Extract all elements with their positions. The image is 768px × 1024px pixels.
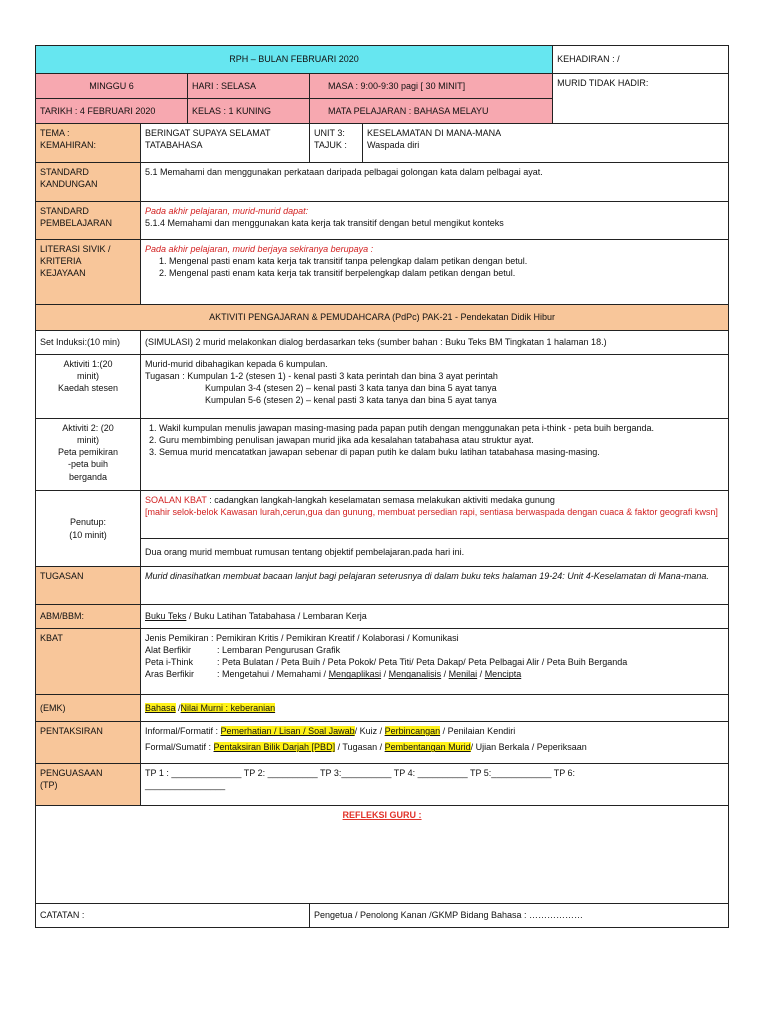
- literasi-label: LITERASI SIVIK / KRITERIA KEJAYAAN: [36, 240, 141, 305]
- hari: HARI : SELASA: [188, 74, 310, 99]
- aktiviti2-value: [141, 419, 729, 491]
- standard-kandungan-value: 5.1 Memahami dan menggunakan perkataan daripada pelbagai golongan kata dalam pelbagai ayat.: [141, 163, 729, 202]
- abm-label: ABM/BBM:: [36, 605, 141, 629]
- unit-label: UNIT 3: TAJUK :: [310, 124, 363, 163]
- penguasaan-value: TP 1 : ______________ TP 2: __________ TP 3:__________ TP 4: __________ TP 5:____________ TP 6: ________________: [141, 764, 729, 806]
- emk-label: (EMK): [36, 695, 141, 722]
- rph-form: [35, 45, 729, 928]
- kriteria-item: 1. Mengenal pasti enam kata kerja tak transitif tanpa pelengkap dalam petikan dengan betul.: [169, 255, 724, 267]
- standard-kandungan-label: STANDARD KANDUNGAN: [36, 163, 141, 202]
- tugasan-value: Murid dinasihatkan membuat bacaan lanjut bagi pelajaran seterusnya di dalam buku teks halaman 19-24: Unit 4-Keselamatan di Mana-mana.: [141, 567, 729, 605]
- tema-label: TEMA : KEMAHIRAN:: [36, 124, 141, 163]
- pengetua-sign: Pengetua / Penolong Kanan /GKMP Bidang Bahasa : ………………: [310, 904, 729, 928]
- aktiviti2-item: 2. Guru membimbing penulisan jawapan murid jika ada kesalahan tatabahasa atau struktur ayat.: [159, 434, 724, 446]
- murid-tidak-hadir: MURID TIDAK HADIR:: [553, 74, 729, 124]
- kbat-value: Jenis Pemikiran : Pemikiran Kritis / Pemikiran Kreatif / Kolaborasi / Komunikasi Alat Berfikir : Lembaran Pengurusan Grafik Peta i-Think : Peta Bulatan / Peta Buih / Peta Pokok/ Peta Titi/ Peta Dakap/ Peta Pelbagai Alir / Peta Buih Berganda Aras Berfikir : Mengetahui / Memahami / Mengaplikasi / Menganalisis / Menilai / Mencipta: [141, 629, 729, 695]
- rph-title: RPH – BULAN FEBRUARI 2020: [36, 46, 553, 74]
- tema-value: BERINGAT SUPAYA SELAMAT TATABAHASA: [141, 124, 310, 163]
- pentaksiran-label: PENTAKSIRAN: [36, 722, 141, 764]
- soalan-kbat: SOALAN KBAT : cadangkan langkah-langkah keselamatan semasa melakukan aktiviti medaka gunung [mahir selok-belok Kawasan lurah,cerun,gua dan gunung, membuat persedian rapi, sentiasa berwaspada dengan cuaca & faktor geografi kwsn]: [141, 491, 729, 539]
- kriteria-item: 2. Mengenal pasti enam kata kerja tak transitif berpelengkap dalam petikan dengan betul.: [169, 267, 724, 279]
- kbat-label: KBAT: [36, 629, 141, 695]
- penguasaan-label: PENGUASAAN (TP): [36, 764, 141, 806]
- masa: MASA : 9:00-9:30 pagi [ 30 MINIT]: [310, 74, 553, 99]
- rumusan: Dua orang murid membuat rumusan tentang objektif pembelajaran.pada hari ini.: [141, 539, 729, 567]
- set-induksi-label: Set Induksi:(10 min): [36, 331, 141, 355]
- tarikh: TARIKH : 4 FEBRUARI 2020: [36, 99, 188, 124]
- unit-value: KESELAMATAN DI MANA-MANA Waspada diri: [363, 124, 729, 163]
- minggu: MINGGU 6: [36, 74, 188, 99]
- refleksi-guru: REFLEKSI GURU :: [36, 806, 729, 904]
- kehadiran: KEHADIRAN : /: [553, 46, 729, 74]
- standard-pembelajaran-value: Pada akhir pelajaran, murid-murid dapat: 5.1.4 Memahami dan menggunakan kata kerja tak transitif dengan betul mengikut konteks: [141, 202, 729, 240]
- penutup-label: Penutup: (10 minit): [36, 491, 141, 567]
- aktiviti-header: AKTIVITI PENGAJARAN & PEMUDAHCARA (PdPc) PAK-21 - Pendekatan Didik Hibur: [36, 305, 729, 331]
- set-induksi-value: (SIMULASI) 2 murid melakonkan dialog berdasarkan teks (sumber bahan : Buku Teks BM Tingkatan 1 halaman 18.): [141, 331, 729, 355]
- literasi-value: Pada akhir pelajaran, murid berjaya sekiranya berupaya : 1. Mengenal pasti enam kata kerja tak transitif tanpa pelengkap dalam petikan dengan betul. 2. Mengenal pasti enam kata kerja tak transitif berpelengkap dalam petikan dengan betul.: [141, 240, 729, 305]
- standard-pembelajaran-label: STANDARD PEMBELAJARAN: [36, 202, 141, 240]
- pentaksiran-value: Informal/Formatif : Pemerhatian / Lisan / Soal Jawab/ Kuiz / Perbincangan / Penilaian Kendiri Formal/Sumatif : Pentaksiran Bilik Darjah [PBD] / Tugasan / Pembentangan Murid/ Ujian Berkala / Peperiksaan: [141, 722, 729, 764]
- kelas: KELAS : 1 KUNING: [188, 99, 310, 124]
- aktiviti1-value: Murid-murid dibahagikan kepada 6 kumpulan. Tugasan : Kumpulan 1-2 (stesen 1) - kenal pasti 3 kata perintah dan bina 3 ayat perintah Kumpulan 3-4 (stesen 2) – kenal pasti 3 kata tanya dan bina 5 ayat tanya Kumpulan 5-6 (stesen 2) – kenal pasti 3 kata tanya dan bina 5 ayat tanya: [141, 355, 729, 419]
- emk-value: Bahasa /Nilai Murni : keberanian: [141, 695, 729, 722]
- aktiviti2-item: 1. Wakil kumpulan menulis jawapan masing-masing pada papan putih dengan menggunakan peta i-think - peta buih berganda.: [159, 422, 724, 434]
- mata-pelajaran: MATA PELAJARAN : BAHASA MELAYU: [310, 99, 553, 124]
- aktiviti2-label: Aktiviti 2: (20 minit) Peta pemikiran -peta buih berganda: [36, 419, 141, 491]
- catatan: CATATAN :: [36, 904, 310, 928]
- tugasan-label: TUGASAN: [36, 567, 141, 605]
- aktiviti1-label: Aktiviti 1:(20 minit) Kaedah stesen: [36, 355, 141, 419]
- abm-value: Buku Teks / Buku Latihan Tatabahasa / Lembaran Kerja: [141, 605, 729, 629]
- aktiviti2-item: 3. Semua murid mencatatkan jawapan sebenar di papan putih ke dalam buku latihan tatabahasa masing-masing.: [159, 446, 724, 458]
